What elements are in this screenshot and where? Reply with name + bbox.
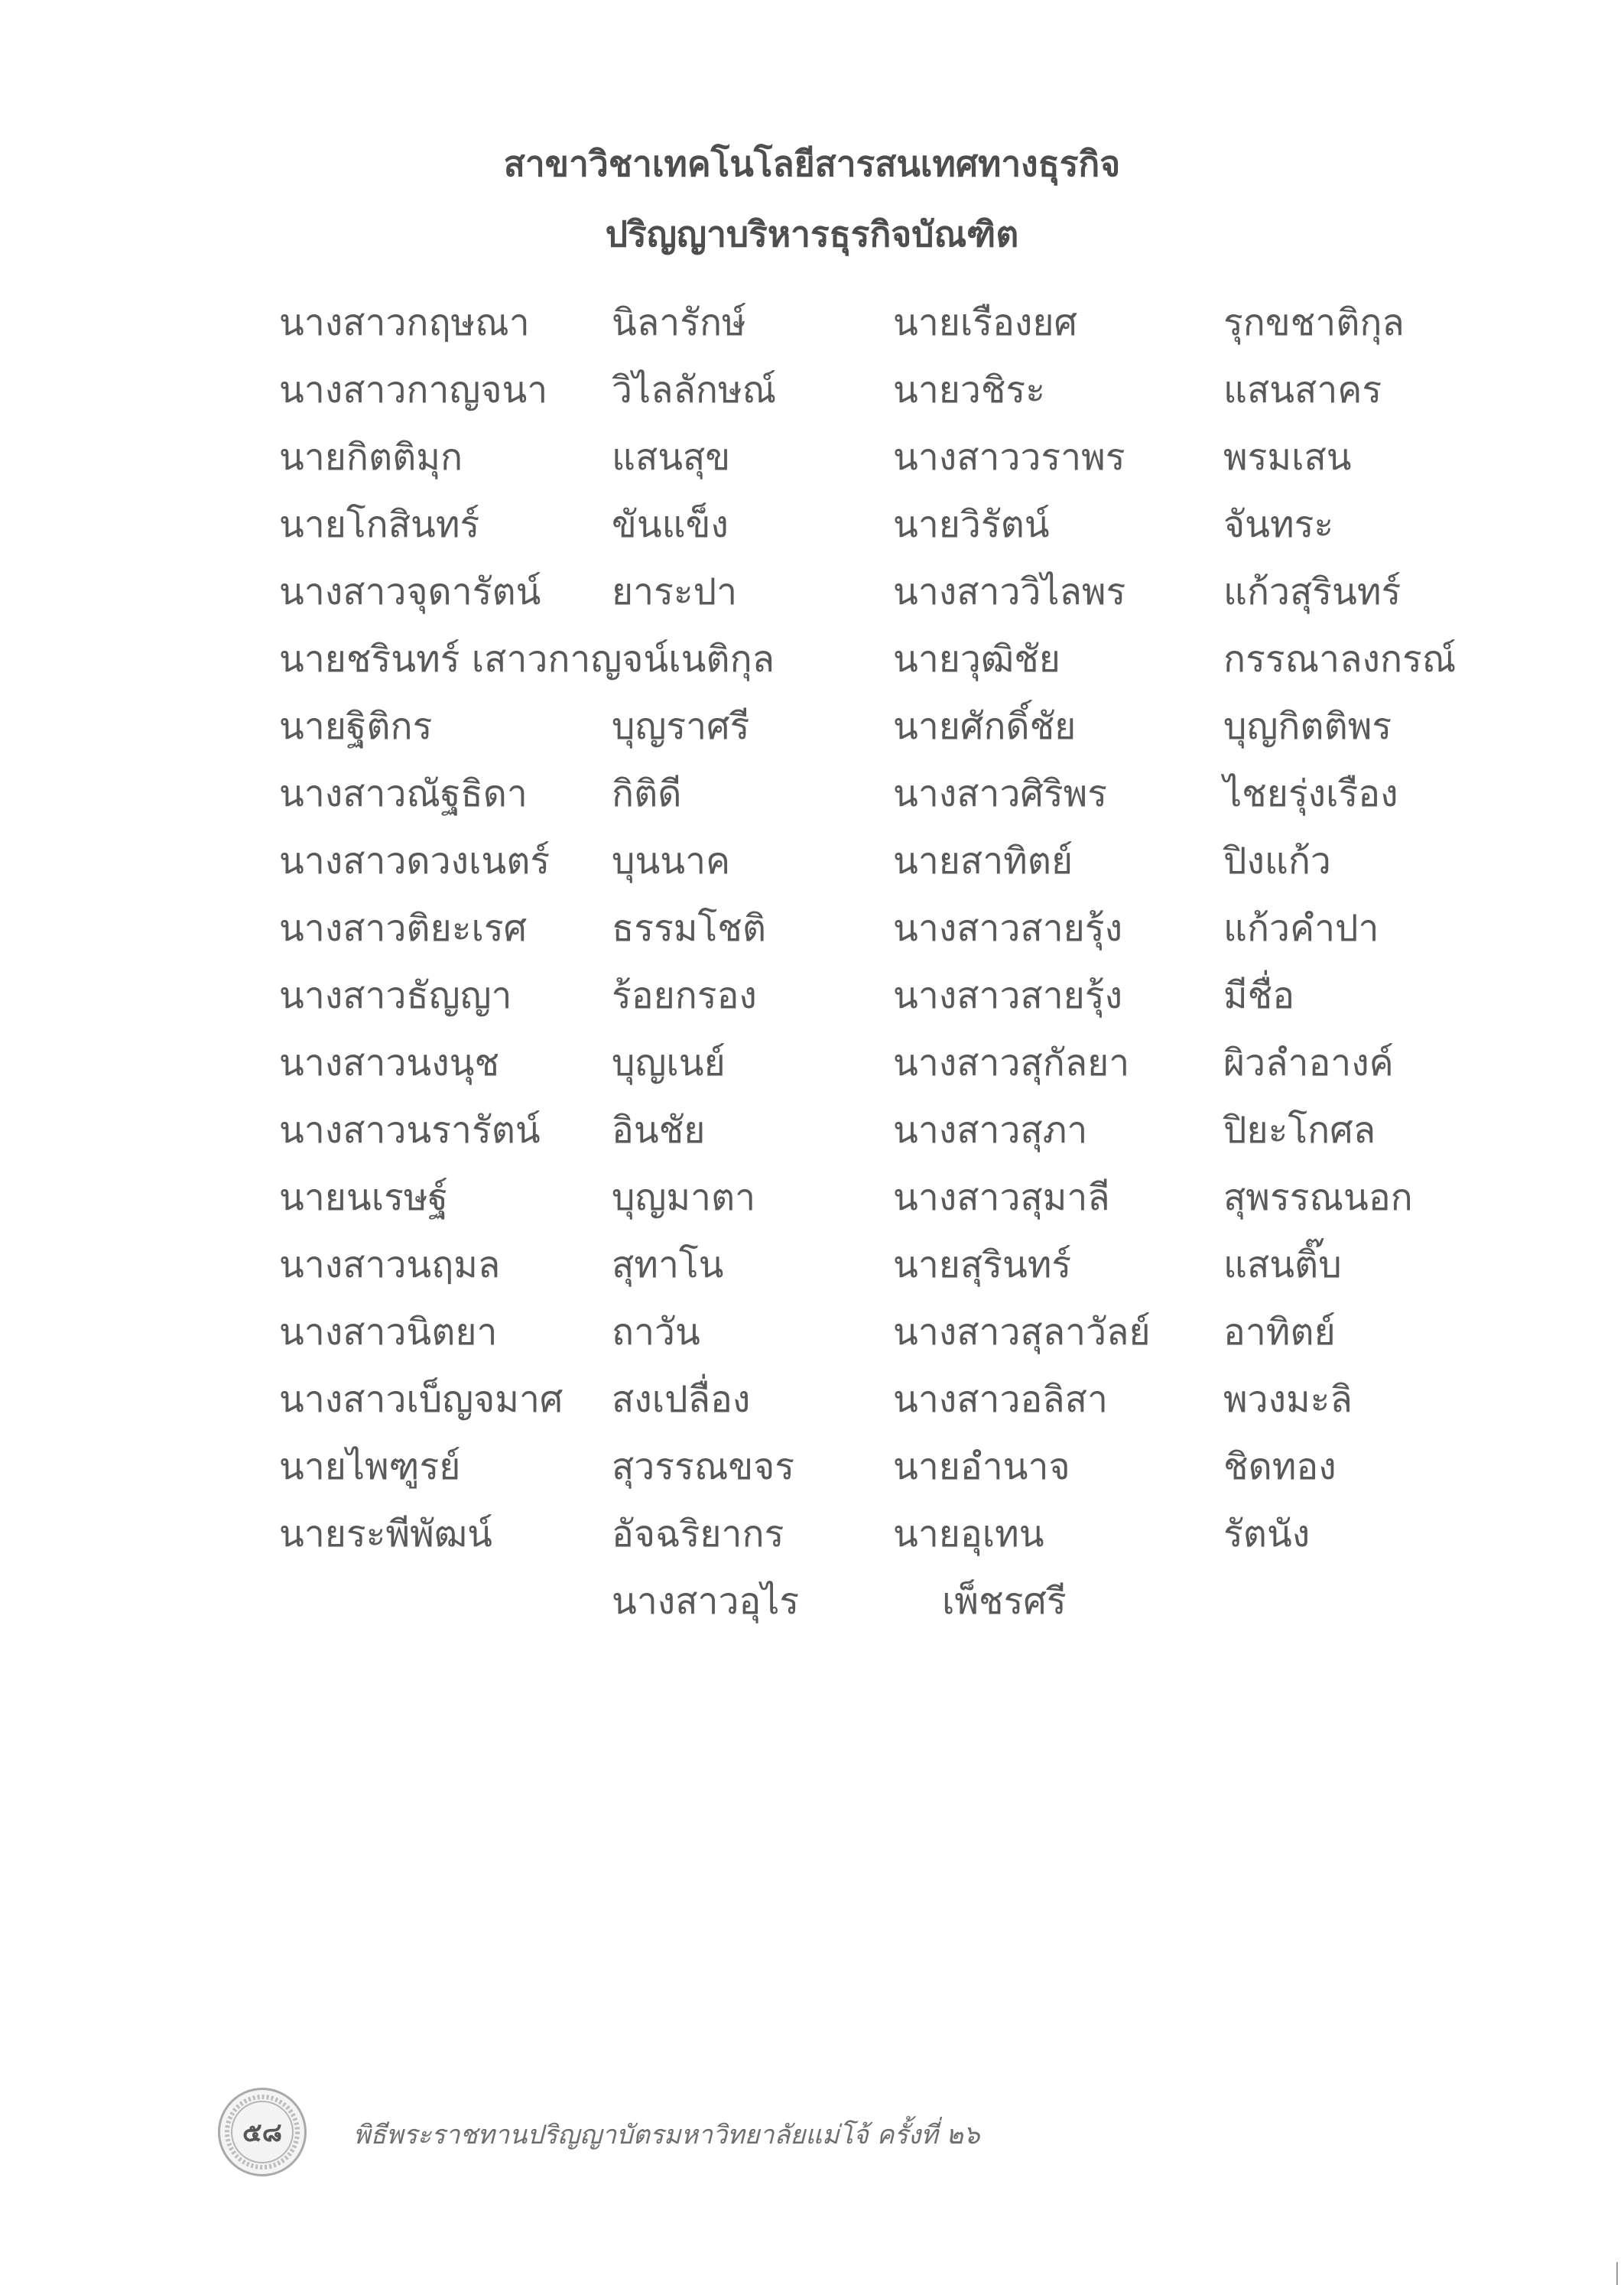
graduate-last-name-col2: อัจฉริยากร (612, 1513, 784, 1555)
graduate-last-name-col2: สุทาโน (612, 1243, 724, 1286)
graduate-last-name-col2: นิลารักษ์ (612, 301, 746, 344)
page-subtitle: ปริญญาบริหารธุรกิจบัณฑิต (605, 213, 1019, 255)
graduate-first-name-col3: นางสาวสายรุ้ง (893, 974, 1122, 1017)
graduate-last-name-col4: จันทระ (1223, 503, 1334, 546)
graduate-first-name-col1: นายกิตติมุก (279, 436, 463, 479)
graduate-first-name-col3: นายอำนาจ (893, 1445, 1070, 1488)
graduate-last-name-col2: สุวรรณขจร (612, 1445, 795, 1488)
graduate-last-name-col4: รัตนัง (1223, 1513, 1311, 1555)
graduate-first-name-col1: นางสาวธัญญา (279, 974, 512, 1017)
graduate-last-name-col4: แสนติ๊บ (1223, 1243, 1342, 1286)
graduate-first-name-col1: นางสาวนรารัตน์ (279, 1109, 541, 1152)
seal-ring-icon (220, 2090, 304, 2174)
graduate-last-name-col2: วิไลลักษณ์ (612, 369, 777, 411)
graduate-last-name-col2: บุญเนย์ (612, 1042, 726, 1084)
graduate-first-name-col3: นายสาทิตย์ (893, 840, 1073, 882)
graduate-first-name-col1: นางสาวติยะเรศ (279, 907, 528, 950)
graduate-last-name-col4: ปิยะโกศล (1223, 1109, 1376, 1152)
graduate-first-name-col3: นางสาวศิริพร (893, 772, 1108, 815)
graduate-first-name-col3: นางสาวสุภา (893, 1109, 1088, 1152)
graduate-last-name-col4: บุญกิตติพร (1223, 705, 1392, 748)
graduate-last-name-col4: กรรณาลงกรณ์ (1223, 638, 1457, 681)
graduate-first-name-col3: นายวชิระ (893, 369, 1045, 411)
graduate-first-name-col3: นางสาวสายรุ้ง (893, 907, 1122, 950)
graduate-first-name-col3: นายศักดิ์ชัย (893, 705, 1077, 748)
graduate-last-name-col4: มีชื่อ (1223, 974, 1295, 1017)
graduate-first-name-col3: นายเรืองยศ (893, 301, 1077, 344)
graduate-first-name-col3: นางสาวสุกัลยา (893, 1042, 1130, 1084)
graduate-first-name-col1: นางสาวกาญจนา (279, 369, 548, 411)
page-title: สาขาวิชาเทคโนโลยีสารสนเทศทางธุรกิจ (503, 143, 1121, 184)
graduate-first-name-col1: นายระพีพัฒน์ (279, 1513, 492, 1555)
graduate-last-name-col2: นางสาวอุไร (612, 1580, 800, 1623)
graduate-first-name-col1: นางสาวนิตยา (279, 1311, 498, 1354)
graduate-last-name-col4: ไชยรุ่งเรือง (1223, 772, 1398, 815)
graduate-first-name-col3: นางสาวอลิสา (893, 1378, 1108, 1421)
graduate-last-name-col4: แก้วคำปา (1223, 907, 1379, 950)
graduate-last-name-col4: รุกขชาติกุล (1223, 301, 1405, 344)
graduate-first-name-col3: เพ็ชรศรี (942, 1580, 1067, 1623)
graduate-last-name-col4: แก้วสุรินทร์ (1223, 570, 1402, 613)
graduate-first-name-col1: นายฐิติกร (279, 705, 433, 748)
graduate-first-name-col1: นางสาวเบ็ญจมาศ (279, 1378, 564, 1421)
graduate-first-name-col3: นายวุฒิชัย (893, 638, 1060, 681)
university-seal (218, 2088, 307, 2176)
graduate-last-name-col2: แสนสุข (612, 436, 731, 479)
graduate-last-name-col4: แสนสาคร (1223, 369, 1382, 411)
graduate-first-name-col3: นางสาววราพร (893, 436, 1125, 479)
graduate-last-name-col4: พวงมะลิ (1223, 1378, 1353, 1421)
graduate-last-name-col2: สงเปลื่อง (612, 1378, 751, 1421)
graduate-first-name-col1: นางสาวนฤมล (279, 1243, 501, 1286)
graduate-first-name-col3: นายสุรินทร์ (893, 1243, 1072, 1286)
graduate-last-name-col4: ผิวลำอางค์ (1223, 1042, 1394, 1084)
graduate-last-name-col4: ปิงแก้ว (1223, 840, 1331, 882)
graduate-last-name-col2: ร้อยกรอง (612, 974, 757, 1017)
graduate-last-name-col2: บุญมาตา (612, 1176, 756, 1219)
graduate-last-name-col2: บุนนาค (612, 840, 731, 882)
graduate-first-name-col3: นางสาวสุลาวัลย์ (893, 1311, 1151, 1354)
graduate-last-name-col2: อินชัย (612, 1109, 706, 1152)
graduate-first-name-col3: นายวิรัตน์ (893, 503, 1050, 546)
graduate-last-name-col2: กิติดี (612, 772, 682, 815)
graduate-last-name-col4: อาทิตย์ (1223, 1311, 1336, 1354)
scan-edge-mark (1616, 2262, 1618, 2285)
footer-text: พิธีพระราชทานปริญญาบัตรมหาวิทยาลัยแม่โจ้ ครั้งที่ ๒๖ (353, 2120, 980, 2150)
graduate-last-name-col4: ชิดทอง (1223, 1445, 1337, 1488)
graduate-first-name-col3: นางสาวสุมาลี (893, 1176, 1110, 1219)
graduate-last-name-col2: ถาวัน (612, 1311, 700, 1354)
graduate-first-name-col1: นางสาวดวงเนตร์ (279, 840, 551, 882)
graduate-first-name-col1: นายโกสินทร์ (279, 503, 480, 546)
graduate-last-name-col4: สุพรรณนอก (1223, 1176, 1413, 1219)
graduate-first-name-col1: นายไพฑูรย์ (279, 1445, 461, 1488)
graduate-last-name-col4: พรมเสน (1223, 436, 1352, 479)
graduate-last-name-col2: ธรรมโชติ (612, 907, 767, 950)
graduate-first-name-col1: นางสาวจุดารัตน์ (279, 570, 541, 613)
graduate-first-name-col3: นายอุเทน (893, 1513, 1044, 1555)
graduate-last-name-col2: บุญราศรี (612, 705, 750, 748)
graduate-first-name-col3: นางสาววิไลพร (893, 570, 1126, 613)
graduate-first-name-col1: นายชรินทร์ เสาวกาญจน์เนติกุล (279, 638, 775, 681)
graduate-first-name-col1: นายนเรษฐ์ (279, 1176, 449, 1219)
graduate-last-name-col2: ขันแข็ง (612, 503, 729, 546)
graduate-first-name-col1: นางสาวณัฐธิดา (279, 772, 528, 815)
graduate-first-name-col1: นางสาวกฤษณา (279, 301, 530, 344)
graduate-first-name-col1: นางสาวนงนุช (279, 1042, 500, 1084)
seal-numeral: ๕๘ (231, 2101, 294, 2163)
graduate-last-name-col2: ยาระปา (612, 570, 738, 613)
